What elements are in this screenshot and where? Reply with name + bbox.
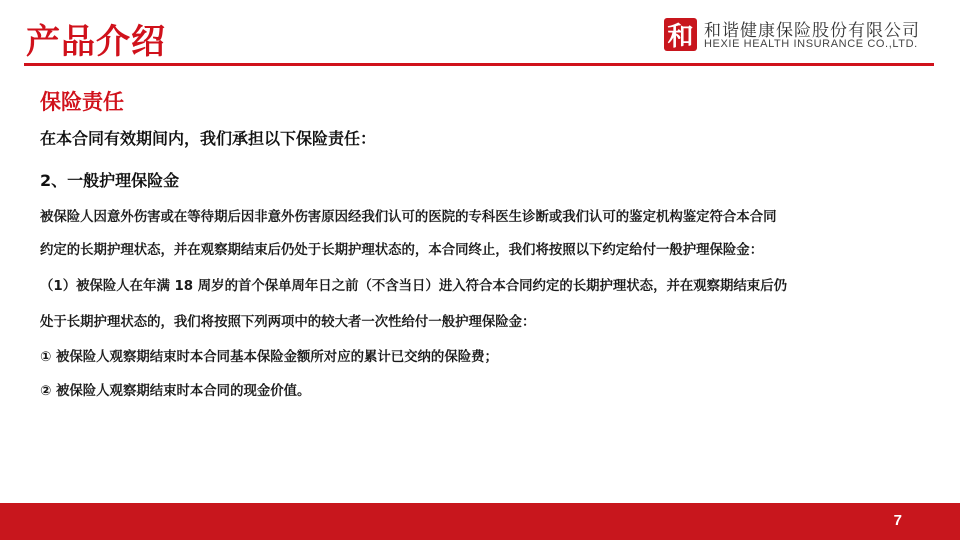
company-name-cn: 和谐健康保险股份有限公司 [704, 21, 920, 41]
company-name-en: HEXIE HEALTH INSURANCE CO.,LTD. [704, 38, 918, 50]
intro-text: 在本合同有效期间内，我们承担以下保险责任： [40, 129, 377, 148]
logo-mark-icon: 和 [664, 18, 697, 51]
body-line-2: 约定的长期护理状态，并在观察期结束后仍处于长期护理状态的，本合同终止，我们将按照以下约定给付一般护理保险金： [40, 243, 764, 258]
company-logo [664, 16, 940, 54]
header-divider [24, 63, 934, 66]
section-title: 保险责任 [40, 90, 124, 114]
body-line-5: ① 被保险人观察期结束时本合同基本保险金额所对应的累计已交纳的保险费； [40, 350, 498, 365]
body-line-6: ② 被保险人观察期结束时本合同的现金价值。 [40, 384, 311, 399]
body-line-1: 被保险人因意外伤害或在等待期后因非意外伤害原因经我们认可的医院的专科医生诊断或我们认可的鉴定机构鉴定符合本合同 [40, 210, 777, 225]
body-line-3: （1）被保险人在年满 18 周岁的首个保单周年日之前（不含当日）进入符合本合同约定的长期护理状态，并在观察期结束后仍 [40, 279, 787, 294]
footer-bar [0, 503, 960, 540]
page-number: 7 [893, 512, 902, 529]
body-line-4: 处于长期护理状态的，我们将按照下列两项中的较大者一次性给付一般护理保险金： [40, 315, 536, 330]
item-title: 2、一般护理保险金 [40, 171, 180, 190]
page-title: 产品介绍 [26, 22, 166, 62]
